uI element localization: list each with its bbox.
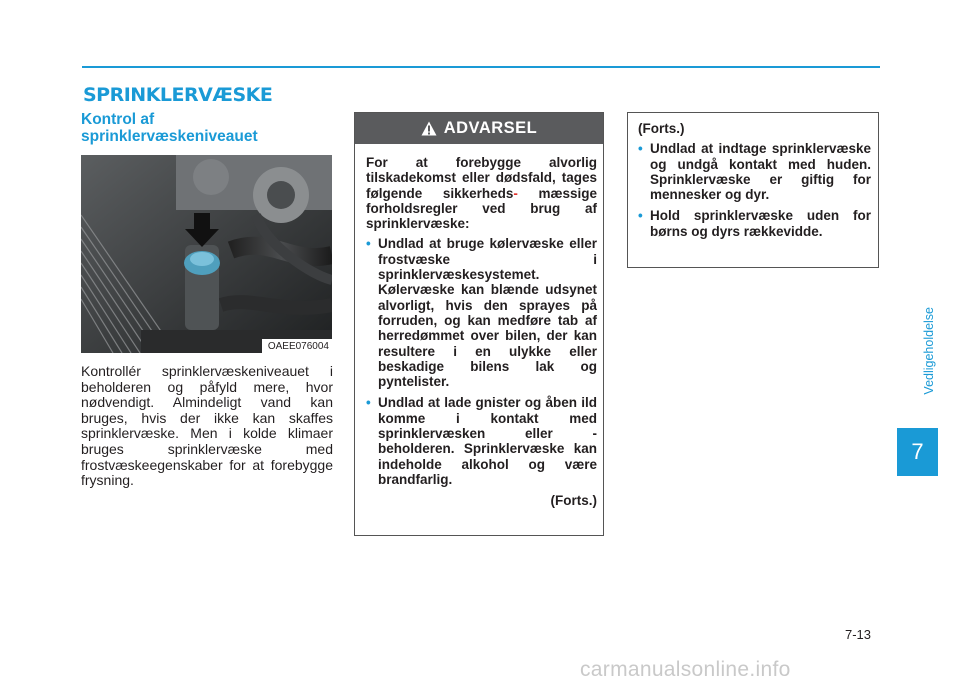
warning-box <box>354 112 604 536</box>
continuation-list <box>638 141 871 239</box>
chapter-side-label: Vedligeholdelse <box>922 307 936 395</box>
section-title: SPRINKLERVÆSKE <box>83 84 273 106</box>
engine-bay-photo <box>81 155 332 353</box>
engine-bay-illustration <box>81 155 332 353</box>
figure-code: OAEE076004 <box>262 339 332 353</box>
subheading: Kontrol af sprinklervæskeniveauet <box>81 111 258 145</box>
page-number: 7-13 <box>845 627 872 642</box>
warning-list <box>366 236 597 487</box>
warning-heading: ADVARSEL <box>443 119 538 137</box>
body-text: Kontrollér sprinklervæskeniveauet i beholderen og påfyld mere, hvor nødvendigt. Almindeligt vand kan bruges, hvis der ikke kan skaffes sprinklervæske. Men i kolde klimaer bruges sprinklervæske med frostvæskeegenskaber for at forebygge frysning. <box>81 363 333 489</box>
top-rule <box>82 66 880 68</box>
continuation-item: • Undlad at indtage sprinklervæske og undgå kontakt med huden. Sprinklervæske er giftig for mennesker og dyr. <box>638 141 871 203</box>
continued-label: (Forts.) <box>550 493 597 509</box>
warning-triangle-icon <box>421 121 437 136</box>
hyphen: - <box>513 185 518 201</box>
continuation-label: (Forts.) <box>638 121 685 136</box>
bullet-icon: • <box>638 141 643 157</box>
bullet-icon: • <box>638 208 643 224</box>
watermark: carmanualsonline.info <box>580 658 791 681</box>
warning-body <box>355 144 603 509</box>
bullet-icon: • <box>366 236 371 252</box>
continuation-box <box>627 112 879 268</box>
continuation-item: • Hold sprinklervæske uden for børns og dyrs rækkevidde. <box>638 208 871 239</box>
warning-item: • Undlad at bruge kølervæske eller frostvæske i sprinklervæskesystemet. Kølervæske kan blænde udsynet alvorligt, hvis den sprayes på forruden, og kan medføre tab af herredømmet over bilen, der kan resultere i en ulykke eller beskadige bilens lak og pyntelister. <box>366 236 597 390</box>
warning-item: • Undlad at lade gnister og åben ild komme i kontakt med sprinklervæsken eller -beholderen. Sprinklervæske kan indeholde alkohol og være brandfarlig. <box>366 395 597 487</box>
warning-header <box>355 113 603 144</box>
chapter-tab: 7 <box>897 428 938 476</box>
warning-intro: For at forebygge alvorlig tilskadekomst eller dødsfald, tages følgende sikkerheds- mæssige forholdsregler ved brug af sprinklervæske: <box>366 155 597 232</box>
bullet-icon: • <box>366 395 371 411</box>
